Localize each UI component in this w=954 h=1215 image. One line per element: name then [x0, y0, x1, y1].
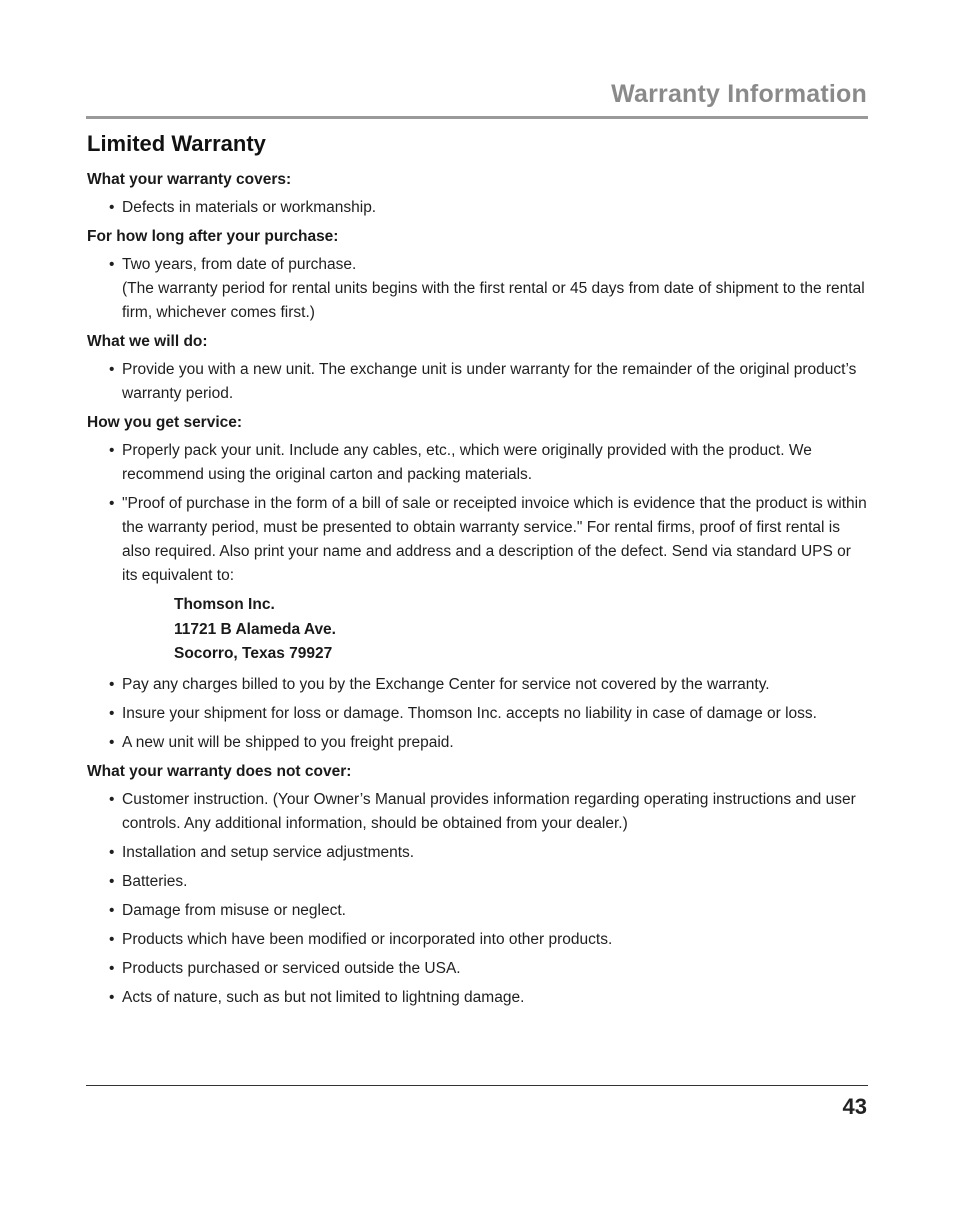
will-do-list: [87, 358, 869, 406]
duration-list: [87, 253, 869, 325]
bullet-icon: •: [109, 704, 115, 722]
list-item: • Damage from misuse or neglect.: [87, 899, 869, 923]
bullet-icon: •: [109, 843, 115, 861]
list-item: • Batteries.: [87, 870, 869, 894]
list-item: • Installation and setup service adjustments.: [87, 841, 869, 865]
service-list: [87, 439, 869, 588]
mailing-address: [174, 593, 869, 667]
page-header-title: Warranty Information: [611, 80, 867, 108]
list-item: • Customer instruction. (Your Owner’s Manual provides information regarding operating instructions and user controls. Any additional information, should be obtained from your dealer.): [87, 788, 869, 836]
list-item: • Two years, from date of purchase. (The warranty period for rental units begins with the first rental or 45 days from date of shipment to the rental firm, whichever comes first.): [87, 253, 869, 325]
bullet-icon: •: [109, 733, 115, 751]
will-do-heading: What we will do:: [87, 333, 208, 350]
bullet-icon: •: [109, 790, 115, 808]
list-item: • Acts of nature, such as but not limited to lightning damage.: [87, 986, 869, 1010]
not-cover-list: [87, 788, 869, 1010]
footer-divider: [86, 1085, 868, 1086]
address-line: 11721 B Alameda Ave.: [174, 620, 336, 638]
page-number: 43: [842, 1094, 867, 1119]
address-line: Socorro, Texas 79927: [174, 645, 333, 662]
list-item: • Properly pack your unit. Include any cables, etc., which were originally provided with the product. We recommend using the original carton and packing materials.: [87, 439, 869, 487]
list-item: • "Proof of purchase in the form of a bill of sale or receipted invoice which is evidence that the product is within the warranty period, must be presented to obtain warranty service." For rental firms, proof of first rental is also required. Also print your name and address and a description of the defect. Send via standard UPS or its equivalent to:: [87, 492, 869, 588]
bullet-icon: •: [109, 930, 115, 948]
section-title: Limited Warranty: [87, 131, 266, 156]
bullet-icon: •: [109, 675, 115, 693]
list-item: • Provide you with a new unit. The exchange unit is under warranty for the remainder of the original product’s warranty period.: [87, 358, 869, 406]
rental-note: (The warranty period for rental units begins with the first rental or 45 days from date of shipment to the rental firm, whichever comes first.): [122, 280, 865, 321]
list-item: • Defects in materials or workmanship.: [87, 196, 869, 220]
bullet-icon: •: [109, 442, 115, 459]
bullet-icon: •: [109, 959, 115, 977]
list-item: • Products which have been modified or incorporated into other products.: [87, 928, 869, 952]
service-list-continued: [87, 673, 869, 755]
bullet-icon: •: [109, 988, 115, 1006]
service-heading: How you get service:: [87, 414, 243, 431]
bullet-icon: •: [109, 361, 115, 378]
covers-list: [87, 196, 869, 220]
bullet-icon: •: [109, 495, 115, 512]
list-item: • A new unit will be shipped to you freight prepaid.: [87, 731, 869, 755]
bullet-icon: •: [109, 901, 115, 919]
warranty-content: [87, 128, 869, 1015]
list-item: • Insure your shipment for loss or damage. Thomson Inc. accepts no liability in case of damage or loss.: [87, 702, 869, 726]
list-item: • Pay any charges billed to you by the Exchange Center for service not covered by the warranty.: [87, 673, 869, 697]
bullet-icon: •: [109, 199, 115, 216]
covers-heading: What your warranty covers:: [87, 171, 292, 188]
bullet-icon: •: [109, 256, 115, 273]
header-divider: [86, 116, 868, 119]
not-cover-heading: What your warranty does not cover:: [87, 762, 352, 780]
bullet-icon: •: [109, 872, 115, 890]
list-item: • Products purchased or serviced outside the USA.: [87, 957, 869, 981]
duration-heading: For how long after your purchase:: [87, 228, 339, 245]
address-line: Thomson Inc.: [174, 596, 275, 613]
